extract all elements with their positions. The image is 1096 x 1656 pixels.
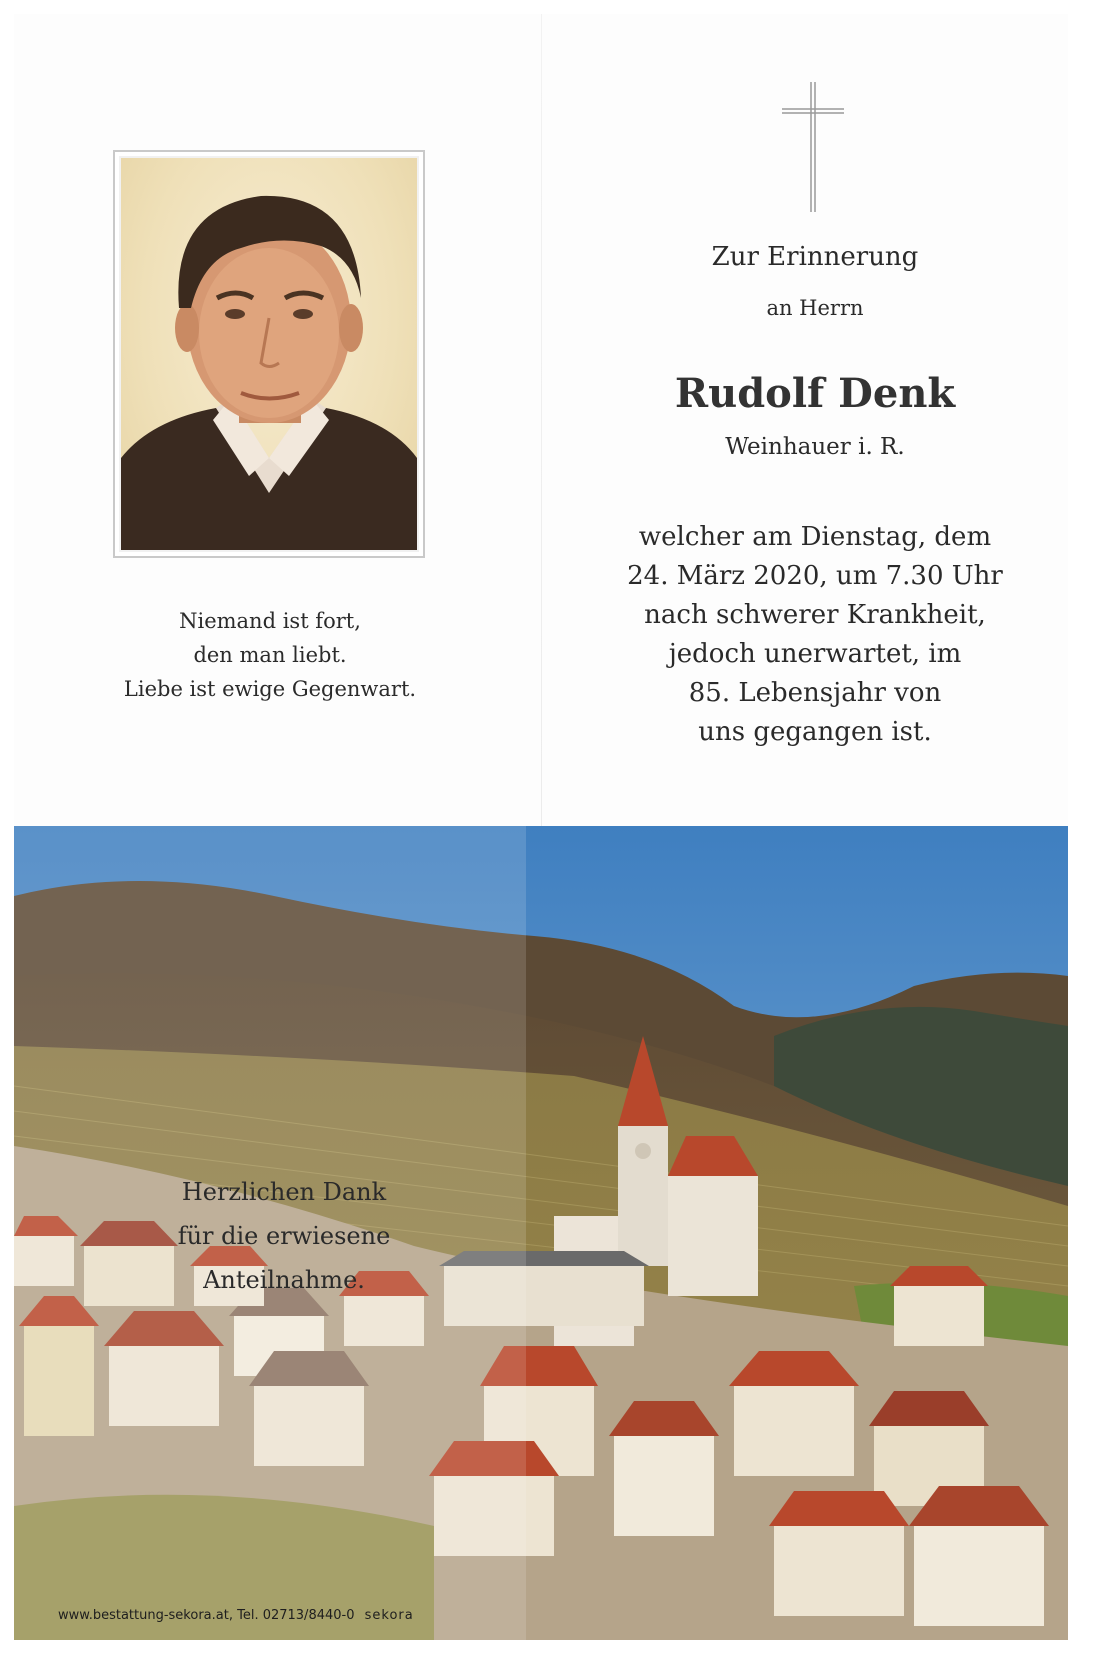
portrait-illustration bbox=[121, 158, 417, 550]
thanks-line: für die erwiesene bbox=[177, 1222, 391, 1250]
text-line: uns gegangen ist. bbox=[698, 717, 932, 747]
cross-icon bbox=[778, 82, 848, 212]
text-line: nach schwerer Krankheit, bbox=[644, 600, 986, 630]
salutation: an Herrn bbox=[766, 296, 864, 320]
text-line: 24. März 2020, um 7.30 Uhr bbox=[627, 561, 1003, 591]
deceased-name: Rudolf Denk bbox=[674, 370, 956, 417]
fold-line bbox=[541, 14, 542, 828]
quote-line: den man liebt. bbox=[193, 643, 347, 667]
occupation: Weinhauer i. R. bbox=[725, 434, 905, 460]
thanks-line: Anteilnahme. bbox=[203, 1266, 365, 1294]
thanks-message bbox=[134, 1170, 434, 1302]
memorial-text bbox=[590, 518, 1040, 752]
thanks-line: Herzlichen Dank bbox=[181, 1178, 387, 1206]
quote-line: Niemand ist fort, bbox=[179, 609, 361, 633]
quote-line: Liebe ist ewige Gegenwart. bbox=[123, 677, 417, 701]
heading: Zur Erinnerung bbox=[711, 242, 919, 272]
text-line: welcher am Dienstag, dem bbox=[638, 522, 992, 552]
text-line: jedoch unerwartet, im bbox=[668, 639, 962, 669]
memorial-quote bbox=[100, 604, 440, 706]
footer-contact: www.bestattung-sekora.at, Tel. 02713/8440-0 bbox=[58, 1608, 355, 1623]
footer-imprint bbox=[58, 1608, 414, 1623]
text-line: 85. Lebensjahr von bbox=[688, 678, 942, 708]
portrait-photo bbox=[121, 158, 417, 550]
footer-brand: sekora bbox=[364, 1608, 414, 1623]
card-back-panel bbox=[14, 826, 1068, 1640]
